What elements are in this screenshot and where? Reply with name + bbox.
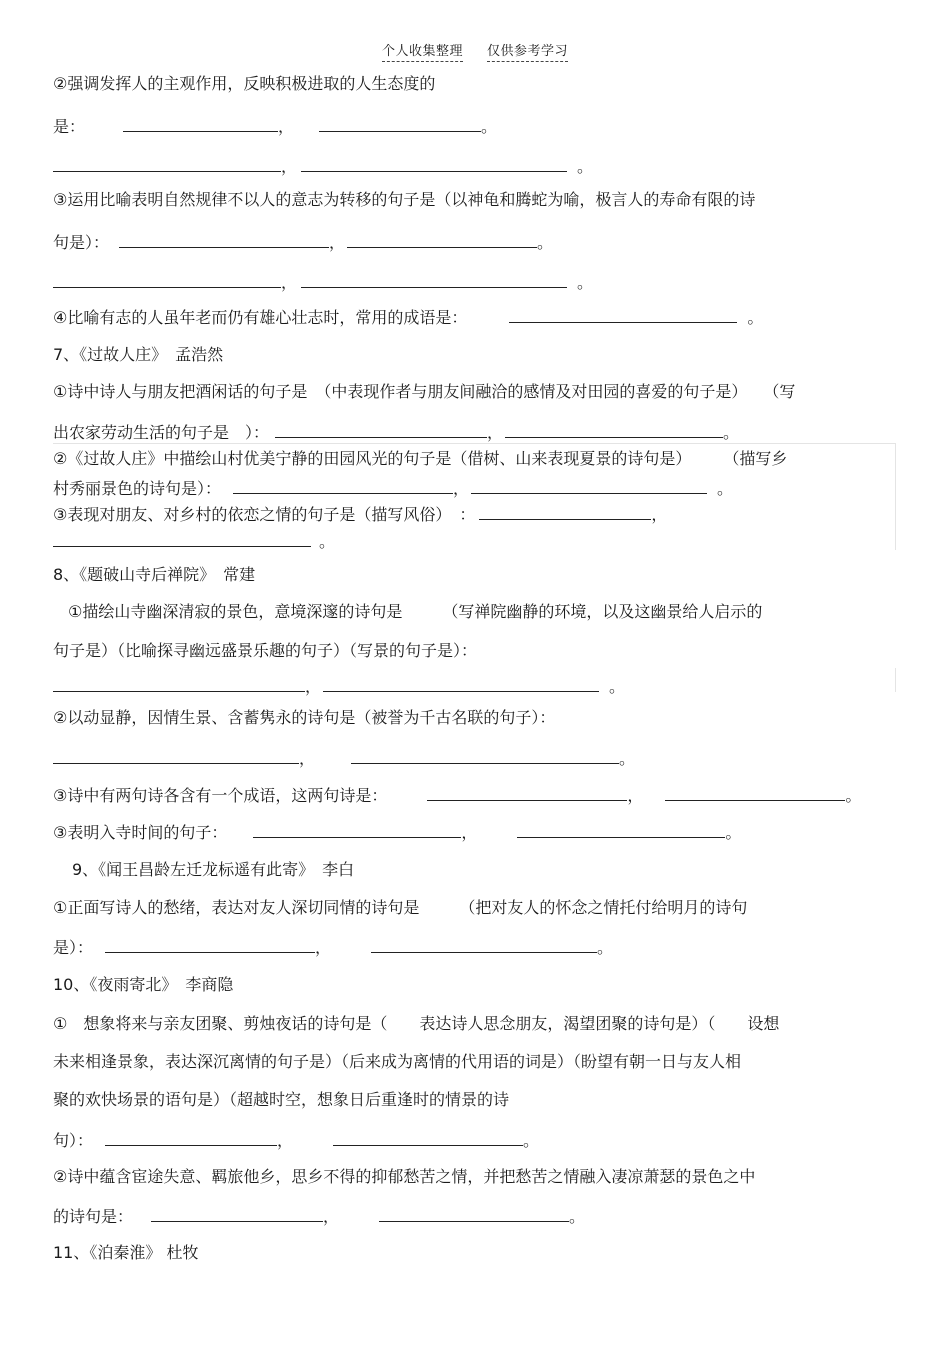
answer-line: 。 — [53, 530, 335, 552]
blank-field[interactable] — [253, 821, 461, 838]
question-line: 未来相逢景象，表达深沉离情的句子是）（后来成为离情的代用语的词是）（盼望有朝一日与友人相 — [53, 1052, 742, 1071]
header-left: 个人收集整理 — [382, 40, 463, 62]
question-line: ①正面写诗人的愁绪，表达对友人深切同情的诗句是 （把对友人的怀念之情托付给明月的诗句 — [53, 898, 748, 917]
question-line: 句子是）（比喻探寻幽远盛景乐趣的句子）（写景的句子是）： — [53, 641, 478, 660]
section-title-8: 8、《题破山寺后禅院》 常建 — [53, 565, 256, 584]
blank-field[interactable] — [301, 155, 567, 172]
blank-field[interactable] — [471, 477, 707, 494]
page-header — [382, 40, 568, 62]
answer-line: 句）： ， 。 — [53, 1131, 540, 1150]
section-title-10: 10、《夜雨寄北》 李商隐 — [53, 975, 234, 994]
answer-line: 出农家劳动生活的句子是 ）： ， 。 — [53, 423, 740, 442]
blank-field[interactable] — [233, 477, 453, 494]
blank-field[interactable] — [517, 821, 725, 838]
answer-line: 是）： ， 。 — [53, 938, 614, 957]
blank-field[interactable] — [323, 675, 599, 692]
blank-field[interactable] — [53, 675, 305, 692]
blank-field[interactable] — [275, 421, 487, 438]
blank-field[interactable] — [479, 503, 651, 520]
section-title-11: 11、《泊秦淮》 杜牧 — [53, 1243, 199, 1262]
blank-field[interactable] — [53, 530, 311, 547]
question-line: ②诗中蕴含宦途失意、羁旅他乡，思乡不得的抑郁愁苦之情，并把愁苦之情融入凄凉萧瑟的景色之中 — [53, 1167, 756, 1186]
blank-field[interactable] — [665, 784, 845, 801]
blank-field[interactable] — [151, 1205, 323, 1222]
blank-field[interactable] — [371, 936, 597, 953]
question-line: ②强调发挥人的主观作用，反映积极进取的人生态度的 — [53, 74, 436, 93]
answer-line: 的诗句是： ， 。 — [53, 1207, 586, 1226]
blank-field[interactable] — [319, 115, 481, 132]
blank-field[interactable] — [379, 1205, 569, 1222]
blank-field[interactable] — [105, 1129, 277, 1146]
blank-field[interactable] — [347, 231, 537, 248]
question-line: ③诗中有两句诗各含有一个成语，这两句诗是： ， 。 — [53, 786, 862, 805]
blank-field[interactable] — [351, 747, 619, 764]
question-line: ③表现对朋友、对乡村的依恋之情的句子是（描写风俗） ： ， — [53, 505, 668, 524]
question-line: 聚的欢快场景的语句是）（超越时空，想象日后重逢时的情景的诗 — [53, 1090, 510, 1109]
answer-line: 村秀丽景色的诗句是）： ， 。 — [53, 479, 734, 498]
blank-field[interactable] — [53, 271, 281, 288]
blank-field[interactable] — [123, 115, 278, 132]
question-line: ④比喻有志的人虽年老而仍有雄心壮志时，常用的成语是： 。 — [53, 308, 764, 327]
answer-line: ， 。 — [53, 675, 625, 697]
answer-line: ， 。 — [53, 155, 593, 177]
blank-field[interactable] — [301, 271, 567, 288]
question-line: ③表明入寺时间的句子： ， 。 — [53, 823, 742, 842]
section-title-7: 7、《过故人庄》 孟浩然 — [53, 345, 224, 364]
blank-field[interactable] — [427, 784, 627, 801]
question-line: ① 想象将来与亲友团聚、剪烛夜话的诗句是（ 表达诗人思念朋友，渴望团聚的诗句是）（ 设想 — [53, 1014, 780, 1033]
answer-line: 是： ， 。 — [53, 117, 498, 136]
blank-field[interactable] — [53, 747, 299, 764]
question-line: ①诗中诗人与朋友把酒闲话的句子是 （中表现作者与朋友间融洽的感情及对田园的喜爱的句子是） （写 — [53, 382, 796, 401]
question-line: ③运用比喻表明自然规律不以人的意志为转移的句子是（以神龟和腾蛇为喻，极言人的寿命有限的诗 — [53, 190, 756, 209]
question-line: ②以动显静，因情生景、含蓄隽永的诗句是（被誉为千古名联的句子）： — [53, 708, 556, 727]
blank-field[interactable] — [53, 155, 281, 172]
blank-field[interactable] — [505, 421, 723, 438]
section-title-9: 9、《闻王昌龄左迁龙标遥有此寄》 李白 — [72, 860, 355, 879]
answer-line: ， 。 — [53, 747, 635, 769]
blank-field[interactable] — [119, 231, 329, 248]
blank-field[interactable] — [509, 306, 737, 323]
blank-field[interactable] — [105, 936, 315, 953]
answer-line: ， 。 — [53, 271, 593, 293]
answer-line: 句是）： ， 。 — [53, 233, 554, 252]
question-line: ①描绘山寺幽深清寂的景色，意境深邃的诗句是 （写禅院幽静的环境，以及这幽景给人启示的 — [68, 602, 763, 621]
question-line: ②《过故人庄》中描绘山村优美宁静的田园风光的句子是（借树、山来表现夏景的诗句是） （描写乡 — [53, 449, 788, 468]
header-right: 仅供参考学习 — [487, 40, 568, 62]
blank-field[interactable] — [333, 1129, 523, 1146]
